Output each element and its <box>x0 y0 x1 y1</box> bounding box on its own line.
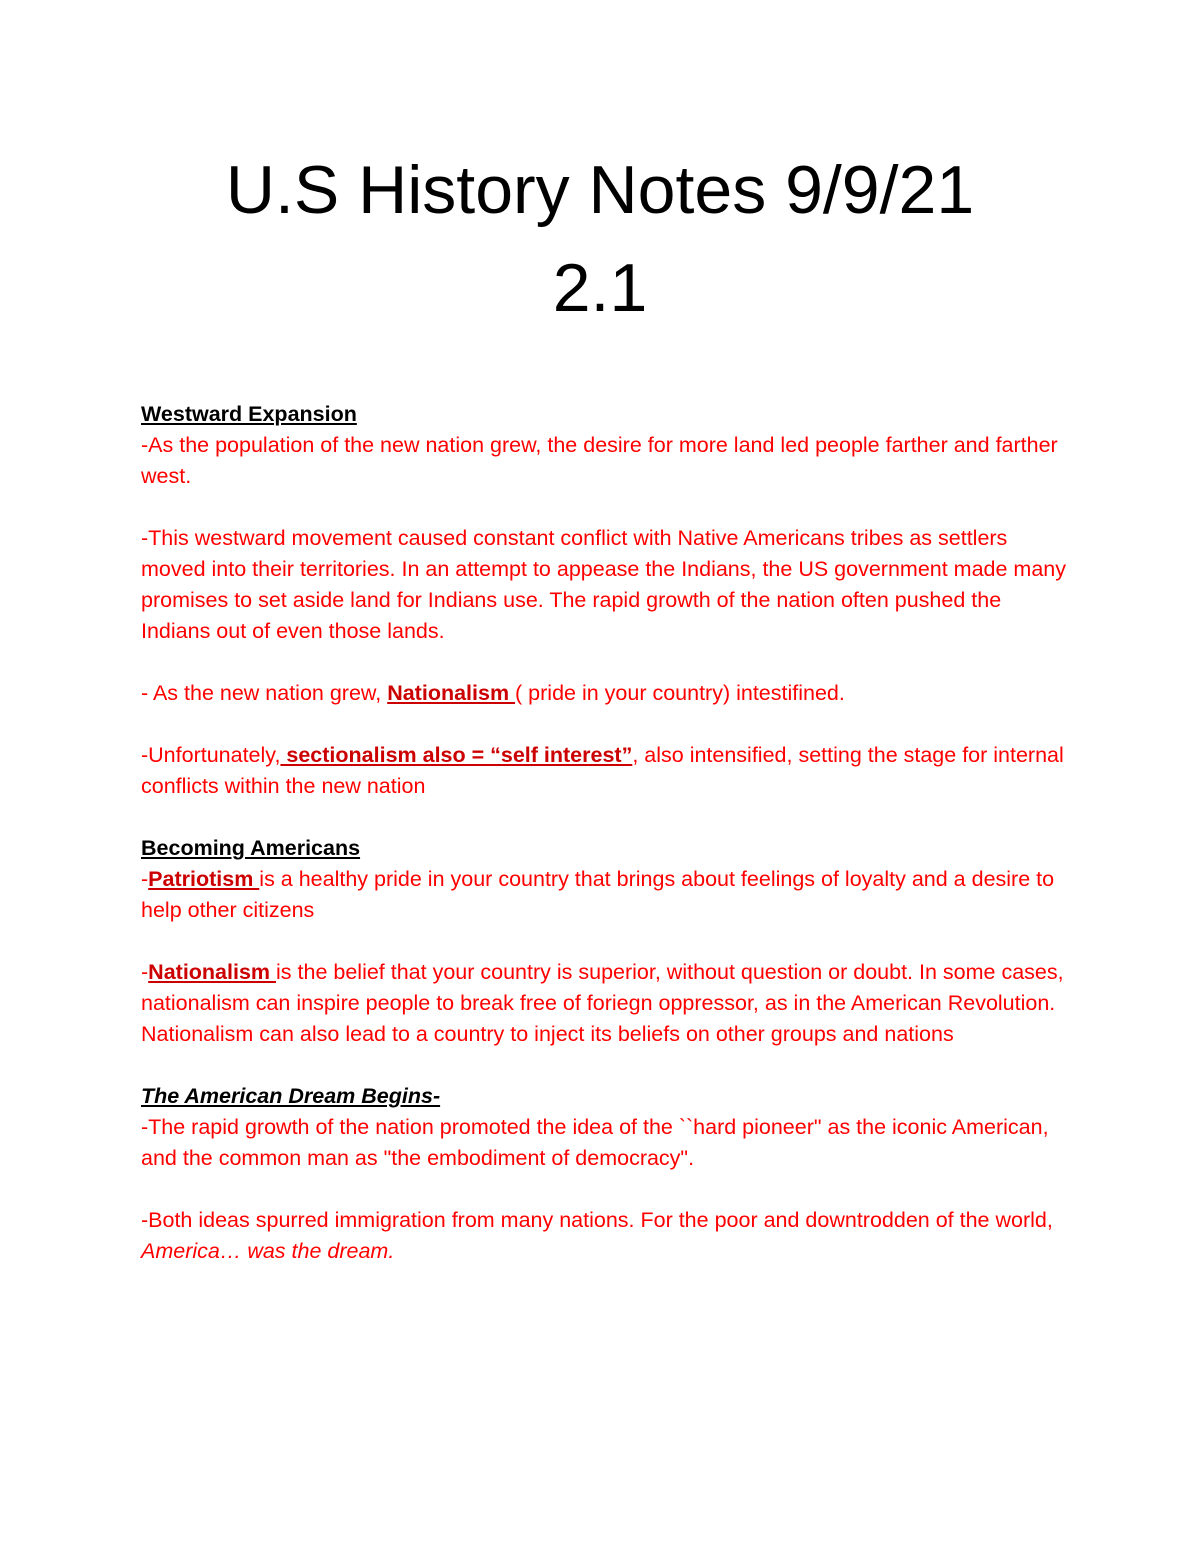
paragraph-text: is the belief that your country is superior, without question or doubt. In some cases, nationalism can inspire people to break free of foriegn oppressor, as in the American Revolution. Nationalism can also lead to a country to inject its beliefs on other groups and nations <box>141 960 1064 1046</box>
paragraph-text: - As the new nation grew, <box>141 681 388 705</box>
paragraph-text: is a healthy pride in your country that brings about feelings of loyalty and a desire to help other citizens <box>141 867 1055 922</box>
term-nationalism: Nationalism <box>148 960 277 984</box>
dream-paragraph-2 <box>141 1205 1071 1267</box>
dream-paragraph-1: -The rapid growth of the nation promoted the idea of the ``hard pioneer" as the iconic American, and the common man as "the embodiment of democracy". <box>141 1115 1049 1170</box>
spacer <box>141 1050 1071 1081</box>
page-title: U.S History Notes 9/9/21 <box>225 152 975 228</box>
westward-paragraph-4 <box>141 740 1071 802</box>
becoming-paragraph-1 <box>141 864 1071 926</box>
spacer <box>141 647 1071 678</box>
spacer <box>141 492 1071 523</box>
page-subtitle: 2.1 <box>552 250 648 326</box>
heading-becoming-americans: Becoming Americans <box>141 836 361 860</box>
spacer <box>141 1174 1071 1205</box>
spacer <box>141 802 1071 833</box>
paragraph-text: - <box>141 867 149 891</box>
term-patriotism: Patriotism <box>148 867 260 891</box>
paragraph-text: , also intensified, setting the stage for internal conflicts within the new nation <box>141 743 1064 798</box>
becoming-paragraph-2 <box>141 957 1071 1050</box>
heading-westward-expansion: Westward Expansion <box>141 402 357 426</box>
emphasis-text: America… was the dream. <box>141 1239 395 1263</box>
notes-body <box>141 399 1071 1267</box>
westward-paragraph-2: -This westward movement caused constant conflict with Native Americans tribes as settlers moved into their territories. In an attempt to appease the Indians, the US government made many promises to set aside land for Indians use. The rapid growth of the nation often pushed the Indians out of even those lands. <box>141 526 1067 643</box>
term-sectionalism: sectionalism also = “self interest” <box>280 743 633 767</box>
term-nationalism: Nationalism <box>387 681 516 705</box>
westward-paragraph-3 <box>141 678 1071 709</box>
spacer <box>141 926 1071 957</box>
spacer <box>141 709 1071 740</box>
paragraph-text: ( pride in your country) intestifined. <box>515 681 845 705</box>
westward-paragraph-1: -As the population of the new nation grew, the desire for more land led people farther and farther west. <box>141 433 1058 488</box>
paragraph-text: -Both ideas spurred immigration from many nations. For the poor and downtrodden of the world, <box>141 1208 1053 1232</box>
paragraph-text: -Unfortunately, <box>141 743 281 767</box>
paragraph-text: - <box>141 960 149 984</box>
heading-american-dream: The American Dream Begins- <box>141 1084 441 1108</box>
